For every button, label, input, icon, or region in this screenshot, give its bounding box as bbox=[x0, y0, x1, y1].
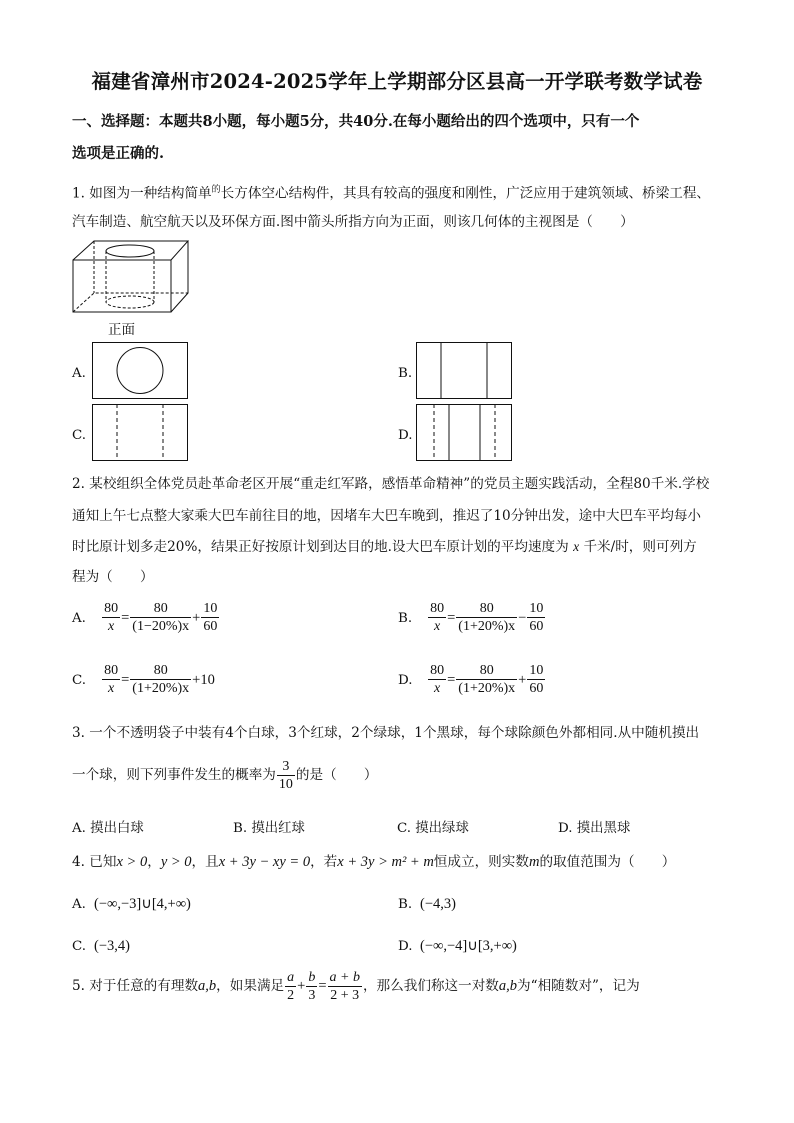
q5-text-b: ，如果满足 bbox=[216, 978, 285, 994]
q1-option-c-label: C. bbox=[72, 428, 87, 443]
q3-line2 bbox=[72, 758, 377, 793]
q2-option-c[interactable]: C. $\frac{80}{x}$ = $\frac{80}{(1+20\%)x}$ +10 bbox=[72, 663, 215, 696]
q5-vars2: a,b bbox=[498, 978, 518, 994]
frac-num: 10 bbox=[529, 663, 544, 678]
box-right-face bbox=[171, 241, 188, 312]
q3-line1: 3. 一个不透明袋子中装有4个白球，3个红球，2个绿球，1个黑球，每个球除颜色外都相同.从中随机摸出 bbox=[72, 725, 700, 741]
q5-text-d: 为“相随数对”，记为 bbox=[517, 978, 640, 994]
q2-line2: 通知上午七点整大家乘大巴车前往目的地，因堵车大巴车晚到，推迟了10分钟出发，途中大巴车平均每小 bbox=[72, 508, 702, 524]
cylinder-bottom bbox=[106, 296, 154, 308]
q4-option-d-label: D. bbox=[398, 939, 413, 954]
q4-cond3: x + 3y − xy = 0 bbox=[218, 854, 311, 870]
frac-den: 60 bbox=[203, 619, 218, 634]
q4-option-c-label: C. bbox=[72, 939, 87, 954]
op: + bbox=[192, 672, 201, 688]
q4-option-c-value: (−3,4) bbox=[94, 938, 130, 954]
q3-line2-b: 的是（ ） bbox=[295, 767, 378, 783]
q2-line3-a: 时比原计划多走20%，结果正好按原计划到达目的地.设大巴车原计划的平均速度为 bbox=[72, 539, 569, 555]
q2-line3-b: 千米/时，则可列方 bbox=[583, 539, 697, 555]
q1-text-a: 1. 如图为一种结构简单 bbox=[72, 185, 212, 202]
q4-option-b[interactable] bbox=[398, 893, 456, 913]
q1-option-d-label: D. bbox=[398, 428, 413, 443]
frac-num: b bbox=[308, 970, 316, 985]
q2-option-b-label: B. bbox=[398, 611, 413, 626]
frac-num: 3 bbox=[277, 758, 295, 776]
q5-vars1: a,b bbox=[198, 978, 217, 994]
frac-num: 80 bbox=[430, 601, 445, 616]
frac-den: (1+20%)x bbox=[132, 681, 190, 696]
q5-text-c: ，那么我们称这一对数 bbox=[362, 978, 499, 994]
q5-line bbox=[72, 969, 640, 1004]
q4-text-d: 恒成立，则实数 bbox=[433, 854, 529, 870]
op: + bbox=[297, 978, 306, 994]
frac-den: x bbox=[433, 681, 441, 696]
op: + bbox=[518, 672, 527, 688]
frac-den: x bbox=[107, 681, 115, 696]
q2-option-b[interactable]: B. $\frac{80}{x}$ = $\frac{80}{(1+20\%)x}$ − $\frac{10}{60}$ bbox=[398, 601, 544, 634]
op: = bbox=[318, 978, 327, 994]
q3-line2-a: 一个球，则下列事件发生的概率为 bbox=[72, 767, 276, 783]
frac-den: (1+20%)x bbox=[458, 619, 516, 634]
q1-sup: 的 bbox=[211, 185, 221, 195]
q4-option-d[interactable] bbox=[398, 935, 517, 955]
q4-var: m bbox=[528, 854, 540, 870]
frac-num: 80 bbox=[430, 663, 445, 678]
frac-den: (1+20%)x bbox=[458, 681, 516, 696]
q2-line4: 程为（ ） bbox=[72, 569, 154, 585]
q3-option-c[interactable]: C. 摸出绿球 bbox=[397, 821, 469, 836]
q4-option-a[interactable] bbox=[72, 893, 191, 913]
q2-option-d[interactable]: D. $\frac{80}{x}$ = $\frac{80}{(1+20\%)x}$ + $\frac{10}{60}$ bbox=[398, 663, 544, 696]
q4-text-e: 的取值范围为（ ） bbox=[539, 854, 676, 870]
q1-option-c-figure[interactable] bbox=[92, 404, 189, 462]
q2-line3 bbox=[72, 537, 697, 557]
frac-den: x bbox=[107, 619, 115, 634]
q1-line1 bbox=[72, 180, 710, 204]
frac-den: 10 bbox=[278, 777, 293, 792]
section-header-line2: 选项是正确的. bbox=[72, 145, 165, 162]
q1-box-figure bbox=[68, 238, 193, 318]
q4-option-b-label: B. bbox=[398, 897, 413, 912]
q4-line bbox=[72, 852, 675, 872]
q2-option-a[interactable]: A. $\frac{80}{x}$ = $\frac{80}{(1-20\%)x}$ + $\frac{10}{60}$ bbox=[72, 601, 218, 634]
frac-den: 2 bbox=[287, 988, 295, 1003]
q2-option-c-label: C. bbox=[72, 673, 87, 688]
q4-cond4: x + 3y > m² + m bbox=[337, 854, 434, 870]
q4-option-c[interactable] bbox=[72, 935, 130, 955]
frac-den: 3 bbox=[308, 988, 316, 1003]
q1-option-a-label: A. bbox=[72, 366, 86, 381]
q3-option-a[interactable]: A. 摸出白球 bbox=[72, 821, 144, 836]
frac-den: (1−20%)x bbox=[132, 619, 190, 634]
frac-den: 60 bbox=[529, 681, 544, 696]
frac-num: 80 bbox=[104, 601, 119, 616]
q1-line2: 汽车制造、航空航天以及环保方面.图中箭头所指方向为正面，则该几何体的主视图是（ ） bbox=[72, 214, 634, 230]
q2-var-x: x bbox=[573, 539, 580, 554]
q1-text-b: 长方体空心结构件，其具有较高的强度和刚性，广泛应用于建筑领域、桥梁工程、 bbox=[220, 185, 711, 202]
q4-cond2: y > 0 bbox=[160, 854, 192, 870]
q4-sep: ， bbox=[147, 854, 161, 870]
q4-text-c: ，若 bbox=[310, 854, 338, 870]
op: + bbox=[192, 610, 201, 626]
tail: 10 bbox=[200, 672, 215, 688]
q2-option-d-label: D. bbox=[398, 673, 413, 688]
q4-option-b-value: (−4,3) bbox=[420, 896, 456, 912]
frac-num: 10 bbox=[203, 601, 218, 616]
q1-option-b-label: B. bbox=[398, 366, 413, 381]
q1-option-b-figure[interactable] bbox=[416, 342, 513, 400]
q4-text-b: ，且 bbox=[191, 854, 219, 870]
frac-num: 10 bbox=[529, 601, 544, 616]
frac-num: 80 bbox=[130, 662, 191, 680]
frac-num: 80 bbox=[130, 600, 191, 618]
q4-option-a-value: (−∞,−3]∪[4,+∞) bbox=[94, 896, 191, 912]
page-title: 福建省漳州市2024-2025学年上学期部分区县高一开学联考数学试卷 bbox=[91, 70, 703, 93]
q4-text-a: 4. 已知 bbox=[72, 854, 117, 870]
q4-option-d-value: (−∞,−4]∪[3,+∞) bbox=[420, 938, 517, 954]
op: − bbox=[518, 610, 527, 626]
q5-text-a: 5. 对于任意的有理数 bbox=[72, 978, 199, 994]
frac-den: 60 bbox=[529, 619, 544, 634]
box-front-face bbox=[73, 260, 171, 312]
frac-num: a bbox=[287, 970, 295, 985]
cylinder-top bbox=[106, 245, 154, 257]
frac-num: a + b bbox=[329, 970, 360, 985]
section-header-line1: 一、选择题：本题共8小题，每小题5分，共40分.在每小题给出的四个选项中，只有一个 bbox=[72, 113, 640, 130]
q1-option-d-figure[interactable] bbox=[416, 404, 513, 462]
frac-den: x bbox=[433, 619, 441, 634]
frac-den: 2 + 3 bbox=[330, 988, 360, 1003]
q3-option-b[interactable]: B. 摸出红球 bbox=[233, 821, 305, 836]
frac-num: 80 bbox=[456, 662, 517, 680]
q1-figure-label: 正面 bbox=[108, 322, 135, 338]
q1-option-a-figure[interactable] bbox=[92, 342, 189, 400]
q2-line1: 2. 某校组织全体党员赴革命老区开展“重走红军路，感悟革命精神”的党员主题实践活动，全程80千米.学校 bbox=[72, 476, 710, 492]
q3-option-d[interactable]: D. 摸出黑球 bbox=[558, 821, 631, 836]
q2-option-a-label: A. bbox=[72, 611, 86, 626]
q4-cond1: x > 0 bbox=[116, 854, 148, 870]
frac-num: 80 bbox=[104, 663, 119, 678]
q4-option-a-label: A. bbox=[72, 897, 86, 912]
frac-num: 80 bbox=[456, 600, 517, 618]
